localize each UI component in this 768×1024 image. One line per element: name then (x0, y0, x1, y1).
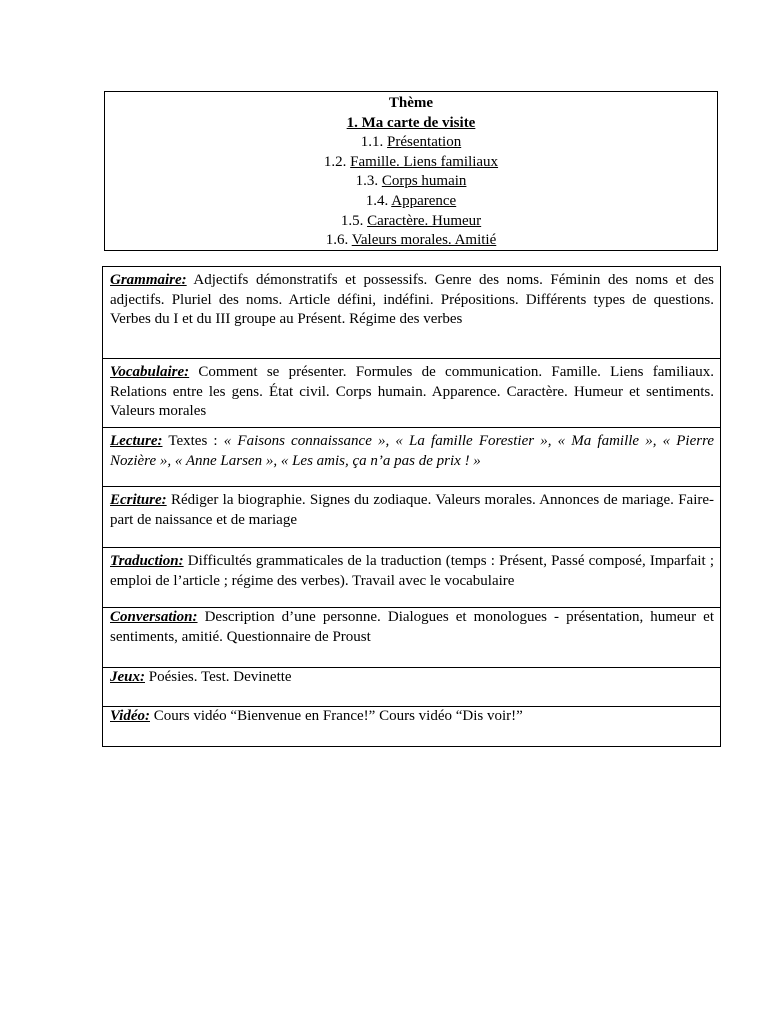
cell-traduction (103, 548, 721, 608)
label-traduction: Traduction: (110, 553, 184, 569)
text-conversation: Description d’une personne. Dialogues et monologues - présentation, humeur et sentiments, amitié. Questionnaire de Proust (110, 609, 714, 645)
text-jeux: Poésies. Test. Devinette (148, 669, 292, 685)
label-conversation: Conversation: (110, 609, 198, 625)
theme-title: 1. Ma carte de visite (346, 114, 476, 131)
row-jeux (103, 668, 721, 707)
label-ecriture: Ecriture: (110, 492, 167, 508)
theme-item: 1.1. Présentation (360, 134, 462, 151)
text-ecriture: Rédiger la biographie. Signes du zodiaque. Valeurs morales. Annonces de mariage. Faire-part de naissance et de mariage (110, 492, 715, 528)
theme-box (104, 91, 718, 251)
row-conversation (103, 608, 721, 668)
label-vocabulaire: Vocabulaire: (110, 364, 190, 380)
row-vocabulaire (103, 359, 721, 428)
cell-vocabulaire (103, 359, 721, 428)
text-grammaire: Adjectifs démonstratifs et possessifs. Genre des noms. Féminin des noms et des adjectifs. Pluriel des noms. Article défini, indéfini. Prépositions. Différents types de questions. Verbes du I et du III groupe au Présent. Régime des verbes (110, 272, 714, 328)
cell-ecriture (103, 487, 721, 548)
text-lecture: « Faisons connaissance », « La famille Forestier », « Ma famille », « Pierre Nozière », « Anne Larsen », « Les amis, ça n’a pas de prix ! » (110, 433, 715, 469)
text-vocabulaire: Comment se présenter. Formules de communication. Famille. Liens familiaux. Relations entre les gens. État civil. Corps humain. Apparence. Caractère. Humeur et sentiments. Valeurs morales (110, 364, 714, 420)
cell-grammaire (103, 267, 721, 359)
program-table (102, 266, 721, 747)
theme-heading: Thème (388, 95, 434, 111)
cell-video (103, 707, 721, 747)
row-grammaire (103, 267, 721, 359)
theme-item: 1.2. Famille. Liens familiaux (323, 153, 499, 170)
row-traduction (103, 548, 721, 608)
label-lecture: Lecture: (110, 433, 163, 449)
row-video (103, 707, 721, 747)
label-grammaire: Grammaire: (110, 272, 187, 288)
prefix-lecture: Textes : (168, 433, 218, 449)
row-lecture (103, 428, 721, 487)
theme-item: 1.4. Apparence (365, 192, 457, 209)
text-video: Cours vidéo “Bienvenue en France!” Cours vidéo “Dis voir!” (153, 708, 523, 724)
row-ecriture (103, 487, 721, 548)
cell-conversation (103, 608, 721, 668)
label-video: Vidéo: (110, 708, 150, 724)
text-traduction: Difficultés grammaticales de la traduction (temps : Présent, Passé composé, Imparfait ; emploi de l’article ; régime des verbes). Travail avec le vocabulaire (110, 553, 715, 589)
cell-jeux (103, 668, 721, 707)
theme-item: 1.3. Corps humain (355, 173, 467, 190)
cell-lecture (103, 428, 721, 487)
label-jeux: Jeux: (110, 669, 145, 685)
theme-item: 1.5. Caractère. Humeur (340, 212, 482, 229)
theme-item: 1.6. Valeurs morales. Amitié (325, 232, 497, 249)
